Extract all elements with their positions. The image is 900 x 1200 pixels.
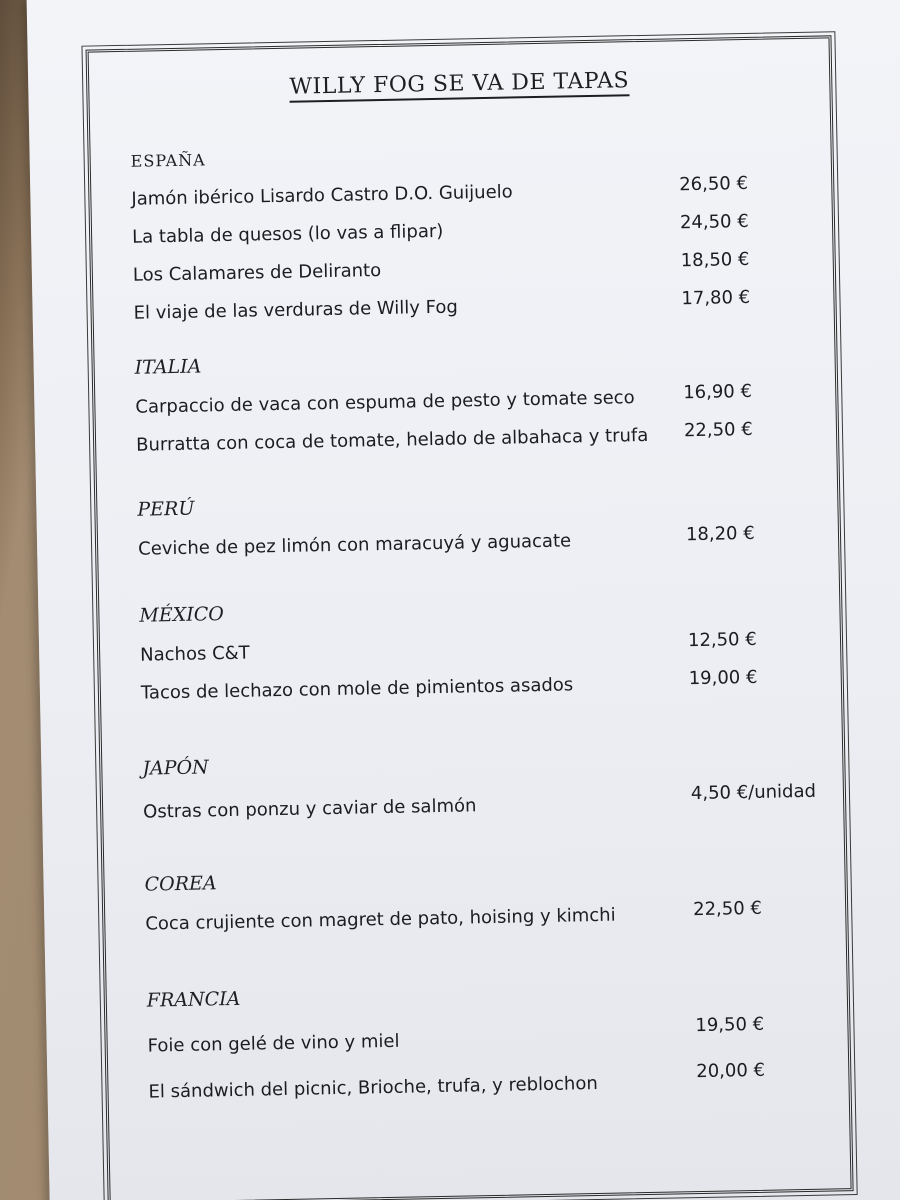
item-price: 18,50 €: [680, 248, 750, 272]
item-name: El sándwich del picnic, Brioche, trufa, y reblochon: [148, 1072, 598, 1103]
section-heading: ITALIA: [134, 355, 202, 379]
menu-border: [86, 35, 854, 1200]
section-francia: [147, 977, 819, 1102]
section-heading: JAPÓN: [142, 756, 209, 780]
item-name: Carpaccio de vaca con espuma de pesto y tomate seco: [135, 387, 635, 418]
menu-item: [138, 522, 809, 573]
section-heading: MÉXICO: [139, 603, 225, 627]
item-price: 19,50 €: [695, 1013, 765, 1037]
item-name: Los Calamares de Deliranto: [132, 259, 382, 286]
section-heading: COREA: [144, 872, 217, 896]
item-price: 24,50 €: [679, 210, 749, 234]
section-espana: [131, 139, 804, 337]
item-name: La tabla de quesos (lo vas a flipar): [131, 220, 444, 248]
item-name: Ostras con ponzu y caviar de salmón: [142, 795, 477, 823]
section-heading: PERÚ: [137, 497, 195, 521]
menu-item: [142, 780, 817, 832]
section-japon: [142, 745, 817, 832]
item-price: 19,00 €: [688, 666, 758, 690]
item-name: Tacos de lechazo con mole de pimientos asados: [140, 674, 574, 704]
menu-title: [89, 64, 829, 103]
item-price: 16,90 €: [683, 380, 753, 404]
item-price: 22,50 €: [692, 897, 763, 921]
item-price: 17,80 €: [681, 286, 751, 310]
item-price: 18,20 €: [685, 522, 755, 546]
item-name: Nachos C&T: [139, 642, 250, 666]
item-price: 20,00 €: [696, 1059, 766, 1083]
item-price: 26,50 €: [679, 172, 749, 196]
item-name: Foie con gelé de vino y miel: [147, 1030, 400, 1057]
item-name: Jamón ibérico Lisardo Castro D.O. Guijuelo: [131, 181, 513, 210]
section-corea: [144, 861, 815, 948]
section-mexico: [139, 592, 811, 717]
menu-title-text: WILLY FOG SE VA DE TAPAS: [289, 68, 629, 103]
item-name: Ceviche de pez limón con maracuyá y aguacate: [137, 530, 572, 560]
item-name: El viaje de las verduras de Willy Fog: [133, 296, 459, 324]
section-italia: [134, 344, 806, 469]
item-price: 4,50 €/unidad: [690, 780, 817, 805]
section-heading: FRANCIA: [146, 987, 241, 1012]
item-name: Coca crujiente con magret de pato, hoising y kimchi: [145, 904, 616, 935]
section-heading: ESPAÑA: [130, 150, 206, 171]
menu-item: [145, 897, 816, 948]
item-price: 12,50 €: [687, 628, 757, 652]
item-name: Burratta con coca de tomate, helado de albahaca y trufa: [135, 424, 649, 456]
section-peru: [137, 486, 808, 573]
menu-sheet: [27, 0, 900, 1200]
item-price: 22,50 €: [683, 418, 753, 442]
